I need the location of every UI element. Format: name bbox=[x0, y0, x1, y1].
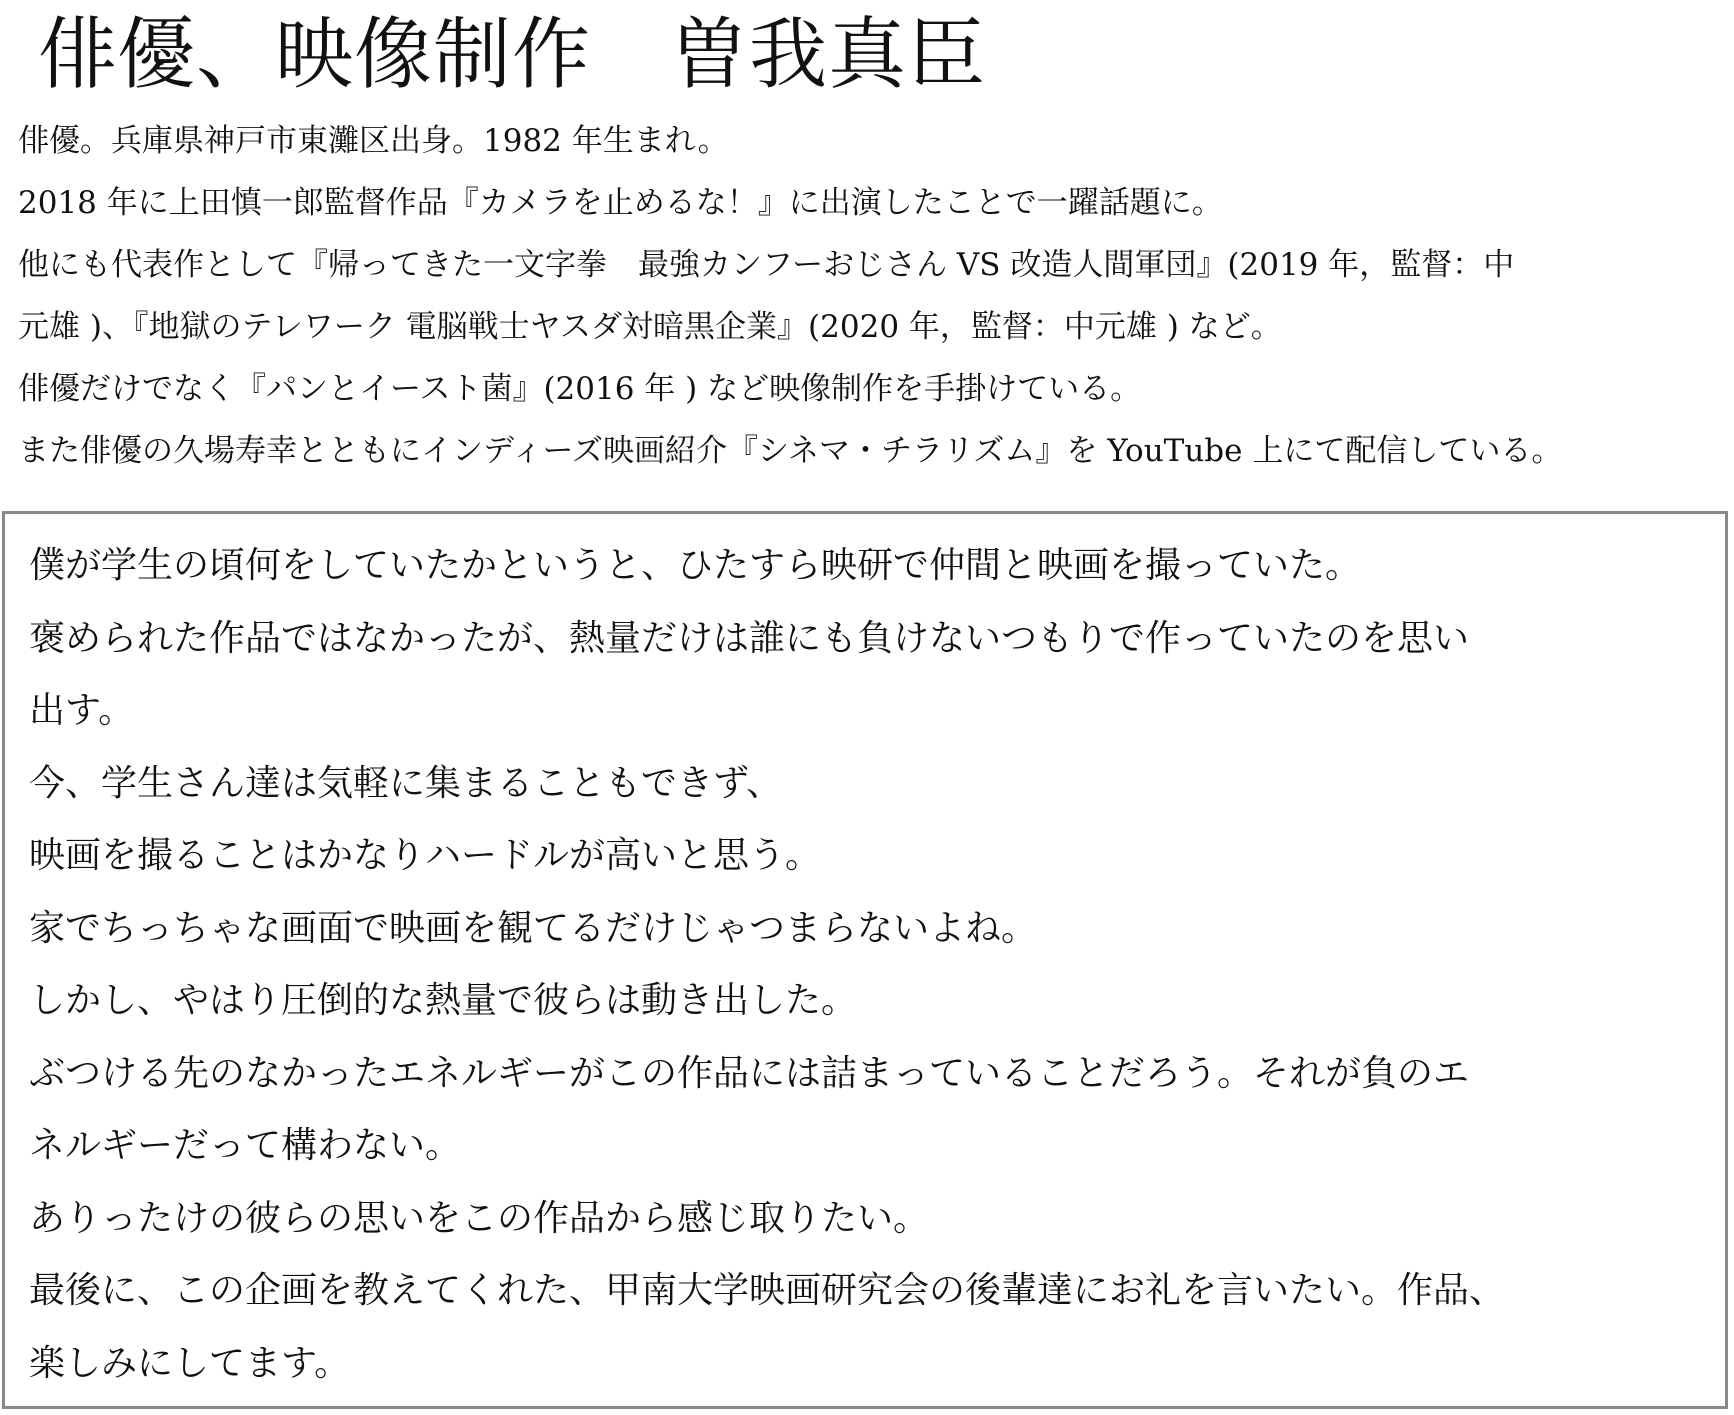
message-line: 楽しみにしてます。 bbox=[29, 1342, 351, 1384]
profile-text bbox=[18, 110, 1734, 482]
message-line: ありったけの彼らの思いをこの作品から感じ取りたい。 bbox=[29, 1197, 930, 1239]
message-line: 僕が学生の頃何をしていたかというと、ひたすら映研で仲間と映画を撮っていた。 bbox=[29, 545, 1362, 586]
message-line: 映画を撮ることはかなりハードルが高いと思う。 bbox=[29, 835, 822, 876]
message-line: 褒められた作品ではなかったが、熱量だけは誰にも負けないつもりで作っていたのを思い bbox=[29, 617, 1470, 659]
message-line: 最後に、この企画を教えてくれた、甲南大学映画研究会の後輩達にお礼を言いたい。作品、 bbox=[29, 1270, 1506, 1311]
profile-line: また俳優の久場寿幸とともにインディーズ映画紹介『シネマ・チラリズム』を YouTube 上にて配信している。 bbox=[18, 433, 1563, 469]
message-line: 家でちっちゃな画面で映画を観てるだけじゃつまらないよね。 bbox=[29, 907, 1038, 949]
profile-line: 俳優だけでなく『パンとイースト菌』(2016 年 ) など映像制作を手掛けている。 bbox=[18, 371, 1142, 407]
message-line: 出す。 bbox=[29, 690, 135, 731]
page-title: 俳優、映像制作 曽我真臣 bbox=[38, 10, 987, 100]
message-line: 今、学生さん達は気軽に集まることもできず、 bbox=[29, 762, 783, 804]
message-line: ぶつける先のなかったエネルギーがこの作品には詰まっていることだろう。それが負のエ bbox=[29, 1052, 1470, 1094]
profile-line: 元雄 )、『地獄のテレワーク 電脳戦士ヤスダ対暗黒企業』(2020 年，監督：中元雄 ) など。 bbox=[18, 309, 1282, 345]
profile-line: 俳優。兵庫県神戸市東灘区出身。1982 年生まれ。 bbox=[18, 123, 729, 159]
message-box bbox=[2, 511, 1728, 1409]
message-line: ネルギーだって構わない。 bbox=[29, 1125, 462, 1166]
message-line: しかし、やはり圧倒的な熱量で彼らは動き出した。 bbox=[29, 980, 858, 1021]
message-text bbox=[29, 530, 1729, 1400]
profile-line: 2018 年に上田慎一郎監督作品『カメラを止めるな！』に出演したことで一躍話題に。 bbox=[18, 185, 1223, 221]
profile-line: 他にも代表作として『帰ってきた一文字拳 最強カンフーおじさん VS 改造人間軍団』(2019 年，監督：中 bbox=[18, 247, 1515, 283]
